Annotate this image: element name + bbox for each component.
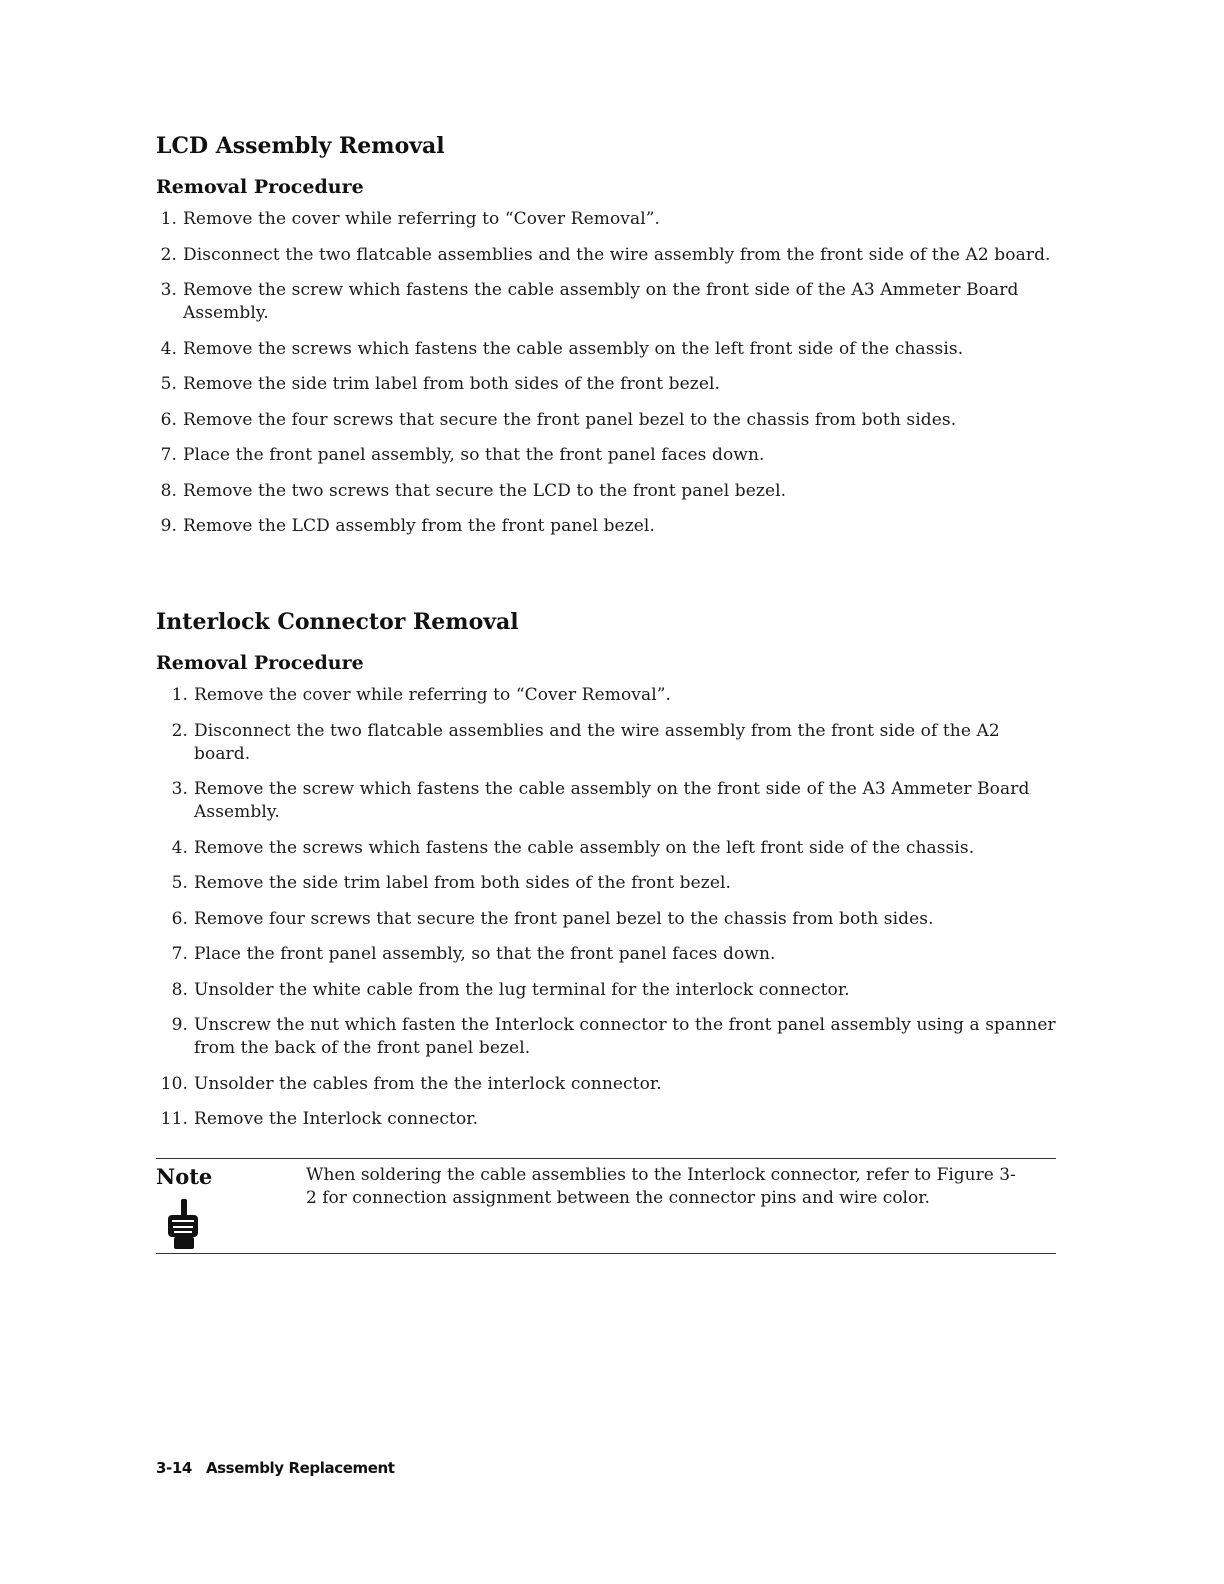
procedure-step	[156, 872, 1056, 895]
procedure-step	[156, 908, 1056, 931]
procedure-step	[156, 444, 1056, 467]
step-number: 6.	[171, 908, 188, 929]
step-text: Unscrew the nut which fasten the Interlock connector to the front panel assembly using a spanner from the back of the front panel bezel.	[194, 1015, 1056, 1058]
procedure-step	[156, 684, 1056, 707]
step-text: Remove the two screws that secure the LCD to the front panel bezel.	[183, 480, 787, 501]
step-text: Remove the LCD assembly from the front panel bezel.	[183, 516, 655, 536]
step-number: 1.	[171, 685, 188, 705]
note-text: When soldering the cable assemblies to the Interlock connector, refer to Figure 3-2 for connection assignment between the connector pins and wire color.	[306, 1165, 1016, 1208]
step-text: Place the front panel assembly, so that the front panel faces down.	[183, 445, 765, 465]
subsection-title: Removal Procedure	[156, 176, 364, 198]
step-text: Disconnect the two flatcable assemblies and the wire assembly from the front side of the A2 board.	[194, 720, 1000, 764]
procedure-step	[156, 943, 1056, 966]
step-text: Unsolder the cables from the the interlock connector.	[194, 1073, 662, 1094]
step-number: 5.	[160, 374, 177, 394]
procedure-step	[156, 338, 1056, 361]
step-number: 4.	[160, 338, 177, 359]
step-number: 6.	[160, 409, 177, 430]
step-number: 8.	[171, 979, 188, 1000]
step-text: Disconnect the two flatcable assemblies and the wire assembly from the front side of the A2 board.	[183, 244, 1051, 265]
step-number: 9.	[160, 516, 177, 536]
lcd-assembly-removal-section	[156, 128, 1056, 551]
page-number: 3-14	[156, 1459, 192, 1477]
step-text: Remove the side trim label from both sides of the front bezel.	[194, 873, 732, 893]
procedure-step	[156, 480, 1056, 503]
procedure-step	[156, 373, 1056, 396]
step-number: 7.	[171, 944, 188, 964]
step-number: 8.	[160, 480, 177, 501]
procedure-step	[156, 1108, 1056, 1131]
chapter-title: Assembly Replacement	[205, 1459, 395, 1477]
procedure-step	[156, 279, 1056, 325]
note-label: Note	[156, 1164, 213, 1189]
step-number: 7.	[160, 445, 177, 465]
section-title: Interlock Connector Removal	[156, 609, 519, 635]
procedure-step	[156, 778, 1056, 824]
step-text: Remove the screw which fastens the cable assembly on the front side of the A3 Ammeter Board Assembly.	[183, 280, 1019, 323]
procedure-step	[156, 979, 1056, 1002]
step-text: Unsolder the white cable from the lug terminal for the interlock connector.	[194, 979, 850, 1000]
step-number: 11.	[160, 1109, 188, 1129]
step-text: Remove four screws that secure the front panel bezel to the chassis from both sides.	[194, 908, 934, 929]
procedure-step	[156, 409, 1056, 432]
subsection-title: Removal Procedure	[156, 652, 364, 674]
step-number: 4.	[171, 837, 188, 858]
step-text: Place the front panel assembly, so that the front panel faces down.	[194, 944, 776, 964]
step-text: Remove the side trim label from both sides of the front bezel.	[183, 374, 721, 394]
procedure-step	[156, 244, 1056, 267]
procedure-step	[156, 515, 1056, 538]
pointing-hand-icon	[162, 1199, 204, 1251]
step-text: Remove the cover while referring to “Cover Removal”.	[194, 685, 672, 705]
step-number: 9.	[171, 1015, 188, 1035]
page-footer	[156, 1458, 395, 1478]
step-number: 3.	[160, 280, 177, 300]
note-box	[156, 1158, 1056, 1254]
section-title: LCD Assembly Removal	[156, 133, 445, 159]
step-number: 3.	[171, 779, 188, 799]
interlock-connector-removal-section	[156, 604, 1056, 1144]
procedure-step	[156, 720, 1056, 766]
procedure-step	[156, 1073, 1056, 1096]
step-text: Remove the cover while referring to “Cover Removal”.	[183, 209, 661, 229]
procedure-steps	[156, 208, 1056, 538]
step-text: Remove the Interlock connector.	[194, 1109, 479, 1129]
step-number: 5.	[171, 873, 188, 893]
step-text: Remove the screws which fastens the cable assembly on the left front side of the chassis.	[194, 837, 975, 858]
procedure-steps	[156, 684, 1056, 1131]
step-number: 10.	[160, 1073, 188, 1094]
procedure-step	[156, 208, 1056, 231]
step-number: 2.	[160, 244, 177, 265]
step-number: 1.	[160, 209, 177, 229]
step-number: 2.	[171, 720, 188, 741]
step-text: Remove the screw which fastens the cable assembly on the front side of the A3 Ammeter Board Assembly.	[194, 779, 1030, 822]
step-text: Remove the four screws that secure the front panel bezel to the chassis from both sides.	[183, 409, 957, 430]
step-text: Remove the screws which fastens the cable assembly on the left front side of the chassis.	[183, 338, 964, 359]
procedure-step	[156, 1014, 1056, 1060]
procedure-step	[156, 837, 1056, 860]
